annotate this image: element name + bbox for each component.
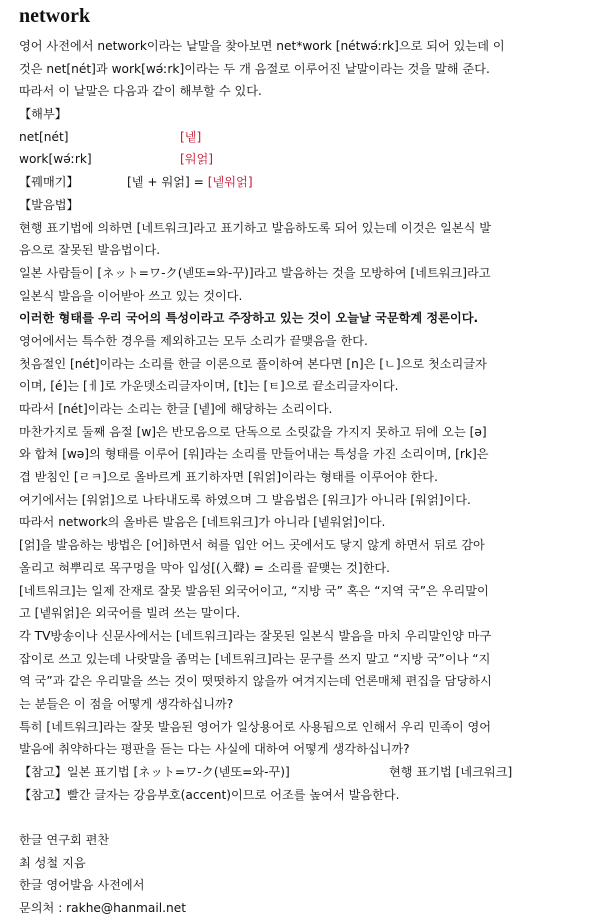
body-line: [얽]을 발음하는 방법은 [어]하면서 혀를 입안 어느 곳에서도 닿지 않게 하면서 뒤로 감아 [19,538,485,553]
section-dissect-heading: 【해부】 [19,107,67,122]
intro-line-3: 따라서 이 낱말은 다음과 같이 해부할 수 있다. [19,84,262,99]
dissect-row-1 [19,126,600,149]
syllable-formula: [넽 + 워얽] = [127,175,208,190]
dissect-hangul: [워얽] [180,152,214,167]
footer-source: 한글 영어발음 사전에서 [19,878,145,893]
document-body [19,35,600,920]
intro-line-1: 영어 사전에서 network이라는 낱말을 찾아보면 net*work [nétwǝ́ːrk]으로 되어 있는데 이 [19,39,505,53]
dissect-row-2 [19,148,600,171]
body-line: 일본식 발음을 이어받아 쓰고 있는 것이다. [19,288,243,303]
body-line: 따라서 network의 올바른 발음은 [네트워크]가 아니라 [넽워얽]이다. [19,515,386,530]
body-line: 올리고 혀뿌리로 목구멍을 막아 입성[(入聲) = 소리를 끝맺는 것]한다. [19,560,391,575]
body-line: 잡이로 쓰고 있는데 나랏말을 좀먹는 [네트워크]라는 문구를 쓰지 말고 “지방 국”이나 “지 [19,651,491,666]
section-pron-heading: 【발음법】 [19,197,79,212]
note-current-notation: 현행 표기법 [네크워크] [389,765,513,779]
body-line: 고 [넽워얽]은 외국어를 빌려 쓰는 말이다. [19,606,241,621]
body-line: 일본 사람들이 [ネット=ワ-ク(넫또=와-꾸)]라고 발음하는 것을 모방하여 [네트워크]라고 [19,265,491,280]
footer-contact: 문의처 : rakhe@hanmail.net [19,901,187,916]
body-line: 특히 [네트워크]라는 잘못 발음된 영어가 일상용어로 사용됨으로 인해서 우리 민족이 영어 [19,719,492,734]
bold-thesis-line: 이러한 형태를 우리 국어의 특성이라고 주장하고 있는 것이 오늘날 국문학계 정론이다. [19,311,479,326]
syllable-result: [넽워얽] [207,175,253,190]
body-line: 이며, [é]는 [ㅔ]로 가운뎃소리글자이며, [t]는 [ㅌ]으로 끝소리글자이다. [19,379,399,394]
dissect-term: work[wǝ́ːrk] [19,152,92,167]
note-row-2: 【참고】빨간 글자는 강음부호(accent)이므로 어조를 높여서 발음한다. [19,787,400,802]
body-line: 첫음절인 [nét]이라는 소리를 한글 이론으로 풀이하여 본다면 [n]은 [ㄴ]으로 첫소리글자 [19,356,487,371]
body-line: 겹 받침인 [ㄹㅋ]으로 올바르게 표기하자면 [워얽]이라는 형태를 이루어야 한다. [19,470,438,485]
dissect-term: net[nét] [19,129,69,144]
body-line: 와 합쳐 [wǝ]의 형태를 이루어 [워]라는 소리를 만들어내는 특성을 가진 소리이며, [rk]은 [19,447,489,462]
body-line: [네트워크]는 일제 잔재로 잘못 발음된 외국어이고, “지방 국” 혹은 “지역 국”은 우리말이 [19,583,489,598]
body-line: 각 TV방송이나 신문사에서는 [네트워크]라는 잘못된 일본식 발음을 마치 우리말인양 마구 [19,628,492,643]
syllable-label: 【꿰매기】 [19,175,79,190]
body-line: 여기에서는 [워얽]으로 나타내도록 하였으며 그 발음법은 [워크]가 아니라 [워얽]이다. [19,492,471,507]
body-line: 역 국”과 같은 우리말을 쓰는 것이 떳떳하지 않을까 여겨지는데 언론매체 편집을 담당하시 [19,674,492,689]
note-row-1 [19,761,600,784]
footer-author: 최 성철 지음 [19,855,86,870]
body-line: 음으로 잘못된 발음법이다. [19,243,161,258]
body-line: 따라서 [nét]이라는 소리는 한글 [넽]에 해당하는 소리이다. [19,402,333,416]
footer-compiler: 한글 연구회 편찬 [19,833,110,848]
syllable-row [19,171,600,194]
body-line: 현행 표기법에 의하면 [네트워크]라고 표기하고 발음하도록 되어 있는데 이것은 일본식 발 [19,220,492,235]
body-line: 영어에서는 특수한 경우를 제외하고는 모두 소리가 끝맺음을 한다. [19,333,368,348]
page-title: network [19,5,91,27]
body-line: 발음에 취약하다는 평판을 듣는 다는 사실에 대하여 어떻게 생각하십니까? [19,742,410,757]
intro-line-2: 것은 net[nét]과 work[wǝ́ːrk]이라는 두 개 음절로 이루어진 낱말이라는 것을 말해 준다. [19,61,490,76]
dissect-hangul: [넽] [180,129,202,144]
note-japanese-notation: 【참고】일본 표기법 [ネット=ワ-ク(넫또=와-꾸)] [19,765,290,779]
body-line: 마찬가지로 둘째 음절 [w]은 반모음으로 단독으로 소릿값을 가지지 못하고 뒤에 오는 [ǝ] [19,424,487,439]
spacer [19,806,600,829]
body-line: 는 분들은 이 점을 어떻게 생각하십니까? [19,696,234,711]
